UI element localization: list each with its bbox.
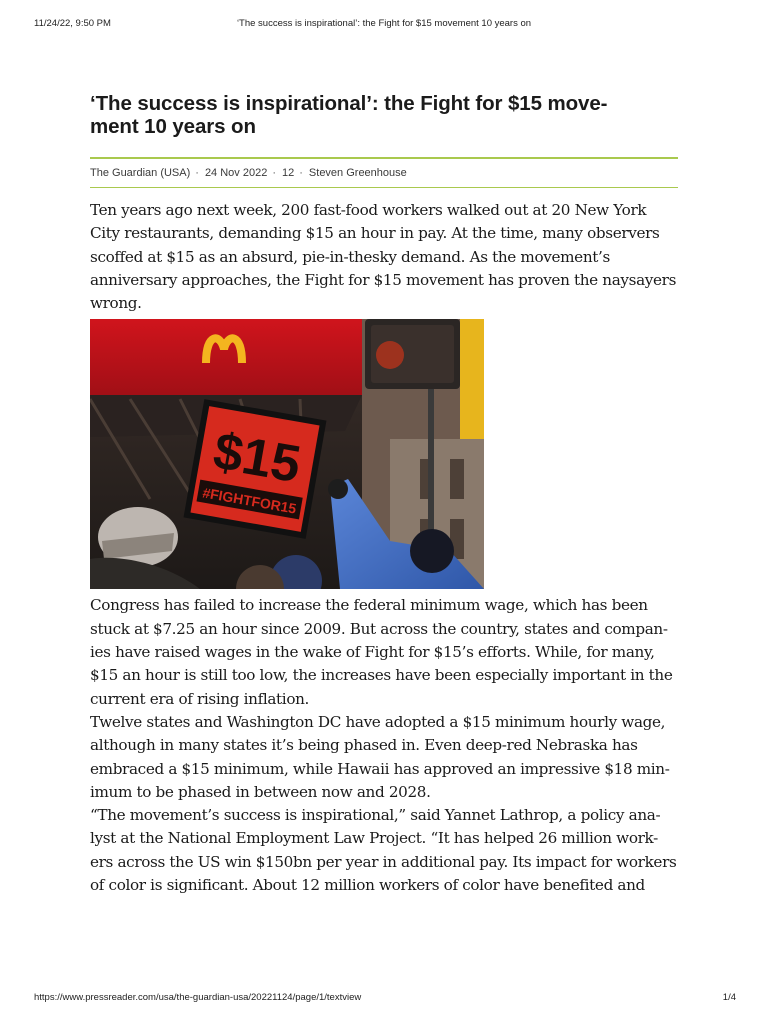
- text-line: Congress has failed to increase the federal minimum wage, which has been: [90, 596, 648, 615]
- text-line: although in many states it’s being phased in. Even deep-red Nebraska has: [90, 736, 638, 755]
- protest-photo-illustration: [90, 319, 484, 589]
- mcdonalds-awning: [90, 319, 362, 395]
- text-line: current era of rising inflation.: [90, 689, 310, 708]
- article: [90, 92, 678, 897]
- page-indicator: 1/4: [722, 992, 736, 1003]
- page-number: 12: [282, 167, 295, 179]
- text-line: ies have raised wages in the wake of Fight for $15’s efforts. While, for many,: [90, 643, 655, 662]
- meta-separator: ·: [272, 167, 276, 179]
- text-line: anniversary approaches, the Fight for $15 movement has proven the naysayers: [90, 270, 677, 289]
- article-paragraph: [90, 199, 678, 315]
- source-url-link[interactable]: https://www.pressreader.com/usa/the-guardian-usa/20221124/page/1/textview: [34, 992, 362, 1003]
- headline-line: ment 10 years on: [90, 115, 256, 138]
- publication-date: 24 Nov 2022: [204, 167, 268, 179]
- text-line: of color is significant. About 12 million workers of color have benefited and: [90, 876, 645, 895]
- publication-source[interactable]: The Guardian (USA): [90, 167, 191, 179]
- text-line: $15 an hour is still too low, the increases have been especially important in the: [90, 666, 673, 685]
- article-paragraph: [90, 711, 678, 804]
- text-line: lyst at the National Employment Law Project. “It has helped 26 million work-: [90, 829, 658, 848]
- article-headline: [90, 92, 678, 138]
- text-line: ers across the US win $150bn per year in additional pay. Its impact for workers: [90, 852, 677, 871]
- print-datetime: 11/24/22, 9:50 PM: [34, 18, 111, 29]
- text-line: stuck at $7.25 an hour since 2009. But across the country, states and compan-: [90, 619, 668, 638]
- hand-signal-icon: [376, 341, 404, 369]
- article-photo: [90, 319, 484, 589]
- article-author[interactable]: Steven Greenhouse: [308, 167, 407, 179]
- text-line: imum to be phased in between now and 2028.: [90, 782, 431, 801]
- text-line: Ten years ago next week, 200 fast-food workers walked out at 20 New York: [90, 201, 647, 219]
- text-line: embraced a $15 minimum, while Hawaii has approved an impressive $18 min-: [90, 759, 670, 778]
- protest-sign: [184, 400, 327, 540]
- meta-separator: ·: [195, 167, 199, 179]
- print-page-title: ‘The success is inspirational’: the Fight for $15 movement 10 years on: [236, 18, 532, 29]
- sign-amount: $15: [209, 422, 305, 495]
- text-line: City restaurants, demanding $15 an hour in pay. At the time, many observers: [90, 224, 660, 243]
- article-paragraph: [90, 804, 678, 897]
- meta-separator: ·: [299, 167, 303, 179]
- text-line: wrong.: [90, 294, 142, 313]
- sign-hashtag: #FIGHTFOR15: [201, 484, 298, 518]
- text-line: “The movement’s success is inspirational,” said Yannet Lathrop, a policy ana-: [90, 806, 661, 825]
- text-line: Twelve states and Washington DC have adopted a $15 minimum hourly wage,: [90, 712, 666, 731]
- text-line: scoffed at $15 as an absurd, pie-in-thesky demand. As the movement’s: [90, 247, 610, 266]
- article-meta: [90, 157, 678, 188]
- article-paragraph: [90, 594, 678, 710]
- headline-line: ‘The success is inspirational’: the Fight for $15 move-: [90, 92, 608, 115]
